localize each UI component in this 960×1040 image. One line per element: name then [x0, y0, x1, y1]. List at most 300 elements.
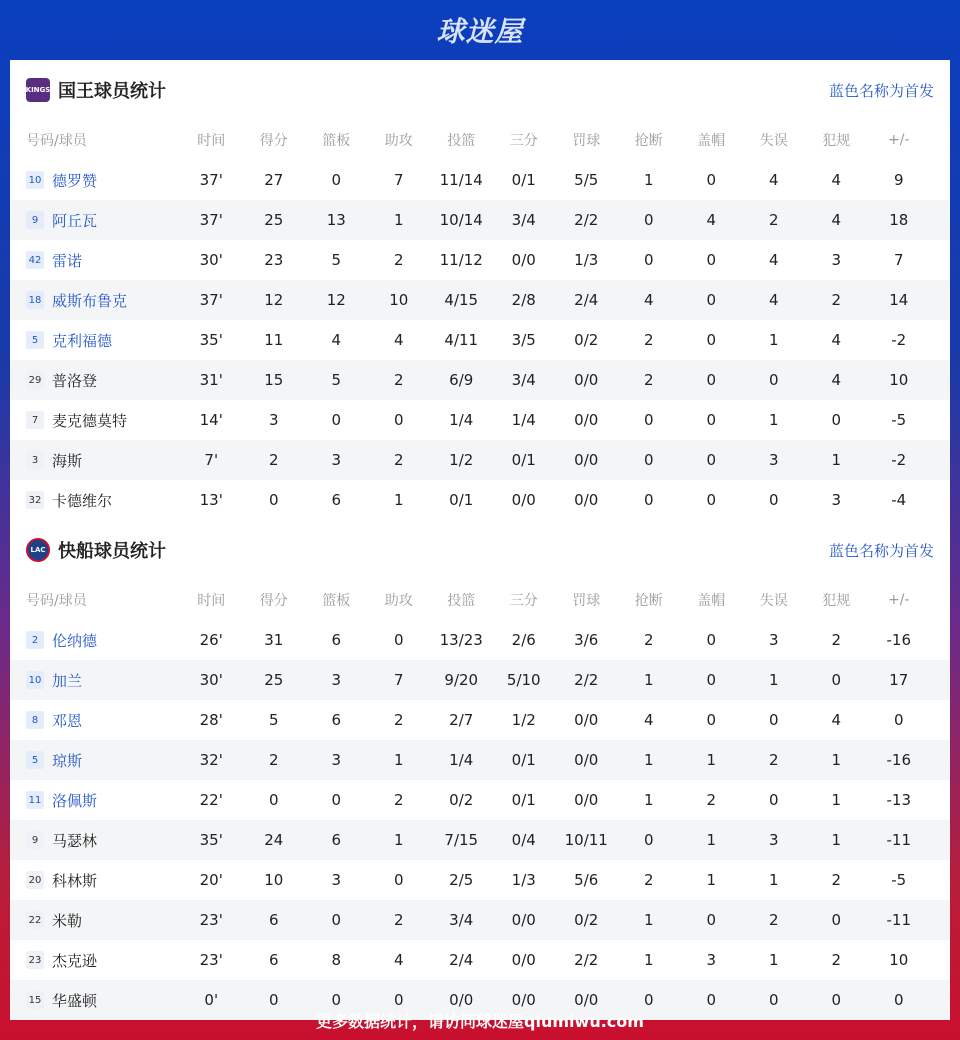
stat-cell: 0/0: [574, 371, 599, 389]
stat-cell: 0: [706, 411, 717, 429]
stat-cell: 32': [199, 751, 223, 769]
section-header: [10, 60, 950, 120]
stat-cell: 0: [643, 491, 654, 509]
player-name[interactable]: 德罗赞: [52, 171, 98, 190]
stat-cell: 35': [199, 331, 223, 349]
stat-cell: 0: [706, 631, 717, 649]
stat-cell: 0: [706, 371, 717, 389]
brand-logo: 球迷屋: [436, 15, 524, 48]
stat-cell: 35': [199, 831, 223, 849]
column-header: 得分: [259, 133, 288, 149]
stat-cell: 2: [831, 631, 842, 649]
column-header: 篮板: [322, 593, 351, 609]
stat-cell: 0: [768, 491, 779, 509]
stat-cell: 0: [706, 491, 717, 509]
stat-cell: 2: [643, 371, 654, 389]
stat-cell: 0/1: [449, 491, 474, 509]
stat-cell: 3/6: [574, 631, 599, 649]
stat-cell: 3: [768, 451, 779, 469]
stat-cell: 5: [268, 711, 279, 729]
jersey-number: 42: [26, 251, 44, 269]
stat-cell: 0/0: [574, 751, 599, 769]
column-header: 犯规: [822, 133, 851, 149]
stat-cell: 28': [199, 711, 223, 729]
player-name[interactable]: 洛佩斯: [52, 791, 98, 810]
stat-cell: 0: [706, 331, 717, 349]
column-header: 号码/球员: [26, 133, 87, 149]
player-cell: [10, 790, 180, 811]
stat-cell: 1: [393, 211, 404, 229]
stat-cell: 0: [643, 251, 654, 269]
column-header: 罚球: [572, 133, 601, 149]
column-header: +/-: [888, 592, 910, 608]
stat-cell: 1: [768, 871, 779, 889]
stat-cell: 0/2: [574, 911, 599, 929]
stat-cell: 3: [331, 751, 342, 769]
stat-cell: 2: [268, 451, 279, 469]
stat-cell: 3: [831, 251, 842, 269]
stat-cell: 3: [768, 631, 779, 649]
player-row: [10, 480, 950, 520]
player-row: [10, 780, 950, 820]
column-header: 犯规: [822, 593, 851, 609]
stat-cell: 0/1: [511, 751, 536, 769]
stat-cell: 3: [331, 671, 342, 689]
player-cell: [10, 870, 180, 891]
stat-cell: -2: [891, 451, 907, 469]
stat-cell: 2: [831, 871, 842, 889]
player-cell: [10, 370, 180, 391]
player-name[interactable]: 雷诺: [52, 251, 83, 270]
stat-cell: 2: [706, 791, 717, 809]
stat-cell: 3: [831, 491, 842, 509]
stat-cell: -11: [886, 831, 911, 849]
footer-text: 更多数据统计，请访问球迷屋qiumiwu.com: [316, 1011, 644, 1031]
stat-cell: 0/1: [511, 791, 536, 809]
jersey-number: 20: [26, 871, 44, 889]
player-name: 麦克德莫特: [52, 411, 128, 430]
stat-cell: 22': [199, 791, 223, 809]
stat-cell: 4: [643, 711, 654, 729]
stat-cell: 6: [268, 911, 279, 929]
stat-cell: 0: [893, 711, 904, 729]
stat-cell: 0/0: [574, 411, 599, 429]
column-header: 投篮: [447, 133, 476, 149]
jersey-number: 15: [26, 991, 44, 1009]
player-cell: [10, 710, 180, 731]
column-header: 盖帽: [697, 133, 726, 149]
player-name: 卡德维尔: [52, 491, 113, 510]
player-row: [10, 320, 950, 360]
player-cell: [10, 670, 180, 691]
column-header: 投篮: [447, 593, 476, 609]
stat-cell: 4: [831, 711, 842, 729]
stat-cell: 0: [768, 991, 779, 1009]
stat-cell: 2/4: [574, 291, 599, 309]
stat-cell: 10/14: [439, 211, 483, 229]
stat-cell: 0: [393, 871, 404, 889]
player-name[interactable]: 加兰: [52, 671, 83, 690]
stat-cell: 12: [264, 291, 284, 309]
jersey-number: 9: [26, 831, 44, 849]
player-row: [10, 620, 950, 660]
stat-cell: 8: [331, 951, 342, 969]
section-title: [26, 77, 166, 103]
column-header: 号码/球员: [26, 593, 87, 609]
stat-cell: 9/20: [444, 671, 479, 689]
player-row: [10, 820, 950, 860]
stat-cell: 30': [199, 671, 223, 689]
stat-cell: 4: [768, 251, 779, 269]
stat-cell: 6: [331, 711, 342, 729]
starter-note: 蓝色名称为首发: [828, 541, 934, 560]
stat-cell: 2: [643, 331, 654, 349]
stat-cell: 1/4: [449, 751, 474, 769]
column-header: 得分: [259, 593, 288, 609]
player-cell: [10, 630, 180, 651]
stat-cell: 37': [199, 171, 223, 189]
stat-cell: 2: [643, 871, 654, 889]
stat-cell: 2/4: [449, 951, 474, 969]
stat-cell: 2: [393, 791, 404, 809]
stat-cell: 0: [706, 291, 717, 309]
stat-cell: 2: [643, 631, 654, 649]
stat-cell: -16: [886, 631, 911, 649]
jersey-number: 10: [26, 171, 44, 189]
stat-cell: 7': [204, 451, 219, 469]
jersey-number: 29: [26, 371, 44, 389]
player-row: [10, 900, 950, 940]
stat-cell: 14: [889, 291, 909, 309]
player-cell: [10, 250, 180, 271]
player-cell: [10, 910, 180, 931]
player-name[interactable]: 阿丘瓦: [52, 211, 98, 230]
stat-cell: 0: [831, 911, 842, 929]
stat-cell: 2/7: [449, 711, 474, 729]
stat-cell: 13': [199, 491, 223, 509]
player-name[interactable]: 伦纳德: [52, 631, 98, 650]
stat-cell: 0/0: [574, 711, 599, 729]
jersey-number: 10: [26, 671, 44, 689]
stat-cell: 1: [706, 751, 717, 769]
stat-cell: 7/15: [444, 831, 479, 849]
stat-cell: 30': [199, 251, 223, 269]
stat-cell: 0: [706, 671, 717, 689]
stat-cell: 6: [331, 491, 342, 509]
jersey-number: 3: [26, 451, 44, 469]
player-cell: [10, 490, 180, 511]
stat-cell: 4: [393, 331, 404, 349]
stat-cell: 0: [706, 251, 717, 269]
stat-cell: -5: [891, 411, 907, 429]
stat-cell: 0: [643, 411, 654, 429]
stat-cell: 1: [643, 911, 654, 929]
stat-cell: 1: [768, 411, 779, 429]
column-header: 三分: [509, 593, 538, 609]
stat-cell: 1/2: [511, 711, 536, 729]
player-row: [10, 440, 950, 480]
jersey-number: 23: [26, 951, 44, 969]
stat-cell: 18: [889, 211, 909, 229]
stat-cell: 1: [831, 751, 842, 769]
stat-cell: 1/3: [511, 871, 536, 889]
stat-cell: 17: [889, 671, 909, 689]
player-name: 米勒: [52, 911, 83, 930]
stat-cell: 1: [831, 791, 842, 809]
stat-cell: 0: [768, 371, 779, 389]
stat-cell: 23': [199, 911, 223, 929]
stat-cell: 1: [643, 671, 654, 689]
stat-cell: 6: [331, 631, 342, 649]
jersey-number: 2: [26, 631, 44, 649]
player-name: 华盛顿: [52, 991, 98, 1010]
stat-cell: 15: [264, 371, 284, 389]
stat-cell: 0: [331, 411, 342, 429]
stat-cell: 0: [643, 451, 654, 469]
stat-cell: 6/9: [449, 371, 474, 389]
stat-cell: 0: [268, 991, 279, 1009]
top-banner: [0, 0, 960, 60]
stat-cell: 0/4: [511, 831, 536, 849]
column-header: 失误: [759, 133, 788, 149]
stat-cell: 4: [331, 331, 342, 349]
column-header: 盖帽: [697, 593, 726, 609]
stat-cell: 0/0: [511, 991, 536, 1009]
stat-cell: 3: [768, 831, 779, 849]
stat-cell: 4: [393, 951, 404, 969]
stat-cell: 0: [393, 991, 404, 1009]
stat-cell: 1: [831, 831, 842, 849]
kings-logo-icon: KINGS: [26, 78, 50, 102]
stat-cell: 0/0: [511, 951, 536, 969]
stat-cell: 9: [893, 171, 904, 189]
stat-cell: 3: [331, 871, 342, 889]
player-row: [10, 940, 950, 980]
stat-cell: 0/1: [511, 171, 536, 189]
stat-cell: 0: [706, 911, 717, 929]
stat-cell: 2: [768, 211, 779, 229]
stat-cell: -2: [891, 331, 907, 349]
stat-cell: -4: [891, 491, 907, 509]
team-stats-title: 国王球员统计: [58, 81, 166, 102]
stat-cell: 25: [264, 671, 284, 689]
stat-cell: 0/0: [574, 991, 599, 1009]
stat-cell: -11: [886, 911, 911, 929]
stat-cell: 4: [831, 171, 842, 189]
stat-cell: 1: [393, 751, 404, 769]
stat-cell: 0: [393, 631, 404, 649]
player-cell: [10, 330, 180, 351]
player-row: [10, 280, 950, 320]
player-row: [10, 160, 950, 200]
stat-cell: 0/1: [511, 451, 536, 469]
stat-cell: 0: [331, 911, 342, 929]
stat-cell: 3: [268, 411, 279, 429]
stat-cell: 31': [199, 371, 223, 389]
stat-cell: 1: [768, 671, 779, 689]
section-header: [10, 520, 950, 580]
column-header: 时间: [197, 593, 226, 609]
player-cell: [10, 410, 180, 431]
stat-cell: 3: [331, 451, 342, 469]
stat-cell: 5: [331, 371, 342, 389]
stat-cell: 2: [768, 751, 779, 769]
stat-cell: 1: [643, 951, 654, 969]
stat-cell: -13: [886, 791, 911, 809]
table-header-row: [10, 580, 950, 620]
player-name: 海斯: [52, 451, 83, 470]
stat-cell: 4: [831, 331, 842, 349]
stat-cell: 0/0: [574, 791, 599, 809]
jersey-number: 5: [26, 331, 44, 349]
stat-cell: 0: [768, 711, 779, 729]
stat-cell: 10: [889, 371, 909, 389]
stat-cell: 23': [199, 951, 223, 969]
stat-cell: 2/6: [511, 631, 536, 649]
jersey-number: 5: [26, 751, 44, 769]
player-row: [10, 660, 950, 700]
jersey-number: 8: [26, 711, 44, 729]
stat-cell: 24: [264, 831, 284, 849]
player-cell: [10, 290, 180, 311]
column-header: 助攻: [384, 133, 413, 149]
stat-cell: 0: [268, 791, 279, 809]
stat-cell: 0/2: [574, 331, 599, 349]
stat-cell: 13: [326, 211, 346, 229]
column-header: 时间: [197, 133, 226, 149]
jersey-number: 18: [26, 291, 44, 309]
column-header: 三分: [509, 133, 538, 149]
stat-cell: -16: [886, 751, 911, 769]
stat-cell: 0/0: [511, 911, 536, 929]
player-cell: [10, 170, 180, 191]
column-header: 篮板: [322, 133, 351, 149]
stat-cell: 10: [389, 291, 409, 309]
stat-cell: 1/4: [449, 411, 474, 429]
stat-cell: 7: [893, 251, 904, 269]
stat-cell: 0: [268, 491, 279, 509]
stat-cell: 0: [706, 171, 717, 189]
stat-cell: 6: [331, 831, 342, 849]
stat-cell: 1: [706, 871, 717, 889]
jersey-number: 11: [26, 791, 44, 809]
stat-cell: 3/4: [511, 371, 536, 389]
player-row: [10, 740, 950, 780]
stat-cell: 2/2: [574, 211, 599, 229]
stat-cell: 0': [204, 991, 219, 1009]
player-name[interactable]: 邓恩: [52, 711, 83, 730]
stat-cell: 11/12: [439, 251, 483, 269]
stat-cell: 0/0: [511, 251, 536, 269]
stat-cell: 14': [199, 411, 223, 429]
stat-cell: 0: [643, 831, 654, 849]
stat-cell: 0/2: [449, 791, 474, 809]
stat-cell: 2: [768, 911, 779, 929]
player-name[interactable]: 克利福德: [52, 331, 113, 350]
stat-cell: 25: [264, 211, 284, 229]
player-name[interactable]: 琼斯: [52, 751, 83, 770]
stats-card: [10, 60, 950, 1010]
stat-cell: 23: [264, 251, 284, 269]
stat-cell: 1: [831, 451, 842, 469]
stat-cell: 11/14: [439, 171, 483, 189]
stat-cell: 10/11: [564, 831, 608, 849]
stat-cell: 4: [831, 371, 842, 389]
player-row: [10, 360, 950, 400]
player-cell: [10, 210, 180, 231]
stat-cell: 1: [643, 791, 654, 809]
stat-cell: 2: [393, 451, 404, 469]
player-name: 普洛登: [52, 371, 98, 390]
stat-cell: 31: [264, 631, 284, 649]
stat-cell: 0: [706, 711, 717, 729]
stat-cell: 37': [199, 291, 223, 309]
stat-cell: 26': [199, 631, 223, 649]
stat-cell: 2: [393, 911, 404, 929]
table-header-row: [10, 120, 950, 160]
stat-cell: 0: [643, 991, 654, 1009]
stat-cell: 4/15: [444, 291, 479, 309]
stat-cell: 2/2: [574, 671, 599, 689]
stat-cell: 0/0: [449, 991, 474, 1009]
player-name: 科林斯: [52, 871, 98, 890]
stat-cell: 0: [706, 451, 717, 469]
player-cell: [10, 450, 180, 471]
stat-cell: 0: [393, 411, 404, 429]
stat-cell: 1: [393, 831, 404, 849]
stat-cell: 0/0: [574, 491, 599, 509]
player-name[interactable]: 威斯布鲁克: [52, 291, 128, 310]
stat-cell: 2: [393, 711, 404, 729]
column-header: 失误: [759, 593, 788, 609]
stat-cell: 6: [268, 951, 279, 969]
stat-cell: 4/11: [444, 331, 479, 349]
stat-cell: 11: [264, 331, 284, 349]
stat-cell: 2: [393, 251, 404, 269]
stat-cell: 5/10: [506, 671, 541, 689]
stat-cell: 1/3: [574, 251, 599, 269]
stat-cell: 0: [831, 411, 842, 429]
player-row: [10, 200, 950, 240]
jersey-number: 7: [26, 411, 44, 429]
stat-cell: 0/0: [574, 451, 599, 469]
stat-cell: 0: [768, 791, 779, 809]
stat-cell: 2/5: [449, 871, 474, 889]
stat-cell: 3/4: [511, 211, 536, 229]
stat-cell: 2: [831, 951, 842, 969]
column-header: 抢断: [634, 593, 663, 609]
clippers-section: [10, 520, 950, 1020]
player-cell: [10, 750, 180, 771]
player-row: [10, 860, 950, 900]
stat-cell: 1: [768, 331, 779, 349]
jersey-number: 9: [26, 211, 44, 229]
stat-cell: 4: [768, 291, 779, 309]
stat-cell: 27: [264, 171, 284, 189]
section-title: [26, 537, 166, 563]
stat-cell: 0: [831, 991, 842, 1009]
stat-cell: 0: [643, 211, 654, 229]
jersey-number: 32: [26, 491, 44, 509]
stat-cell: 4: [831, 211, 842, 229]
stat-cell: 10: [264, 871, 284, 889]
stat-cell: 5/6: [574, 871, 599, 889]
stat-cell: 1: [393, 491, 404, 509]
stat-cell: 4: [706, 211, 717, 229]
player-cell: [10, 830, 180, 851]
stat-cell: 10: [889, 951, 909, 969]
stat-cell: 0: [331, 171, 342, 189]
